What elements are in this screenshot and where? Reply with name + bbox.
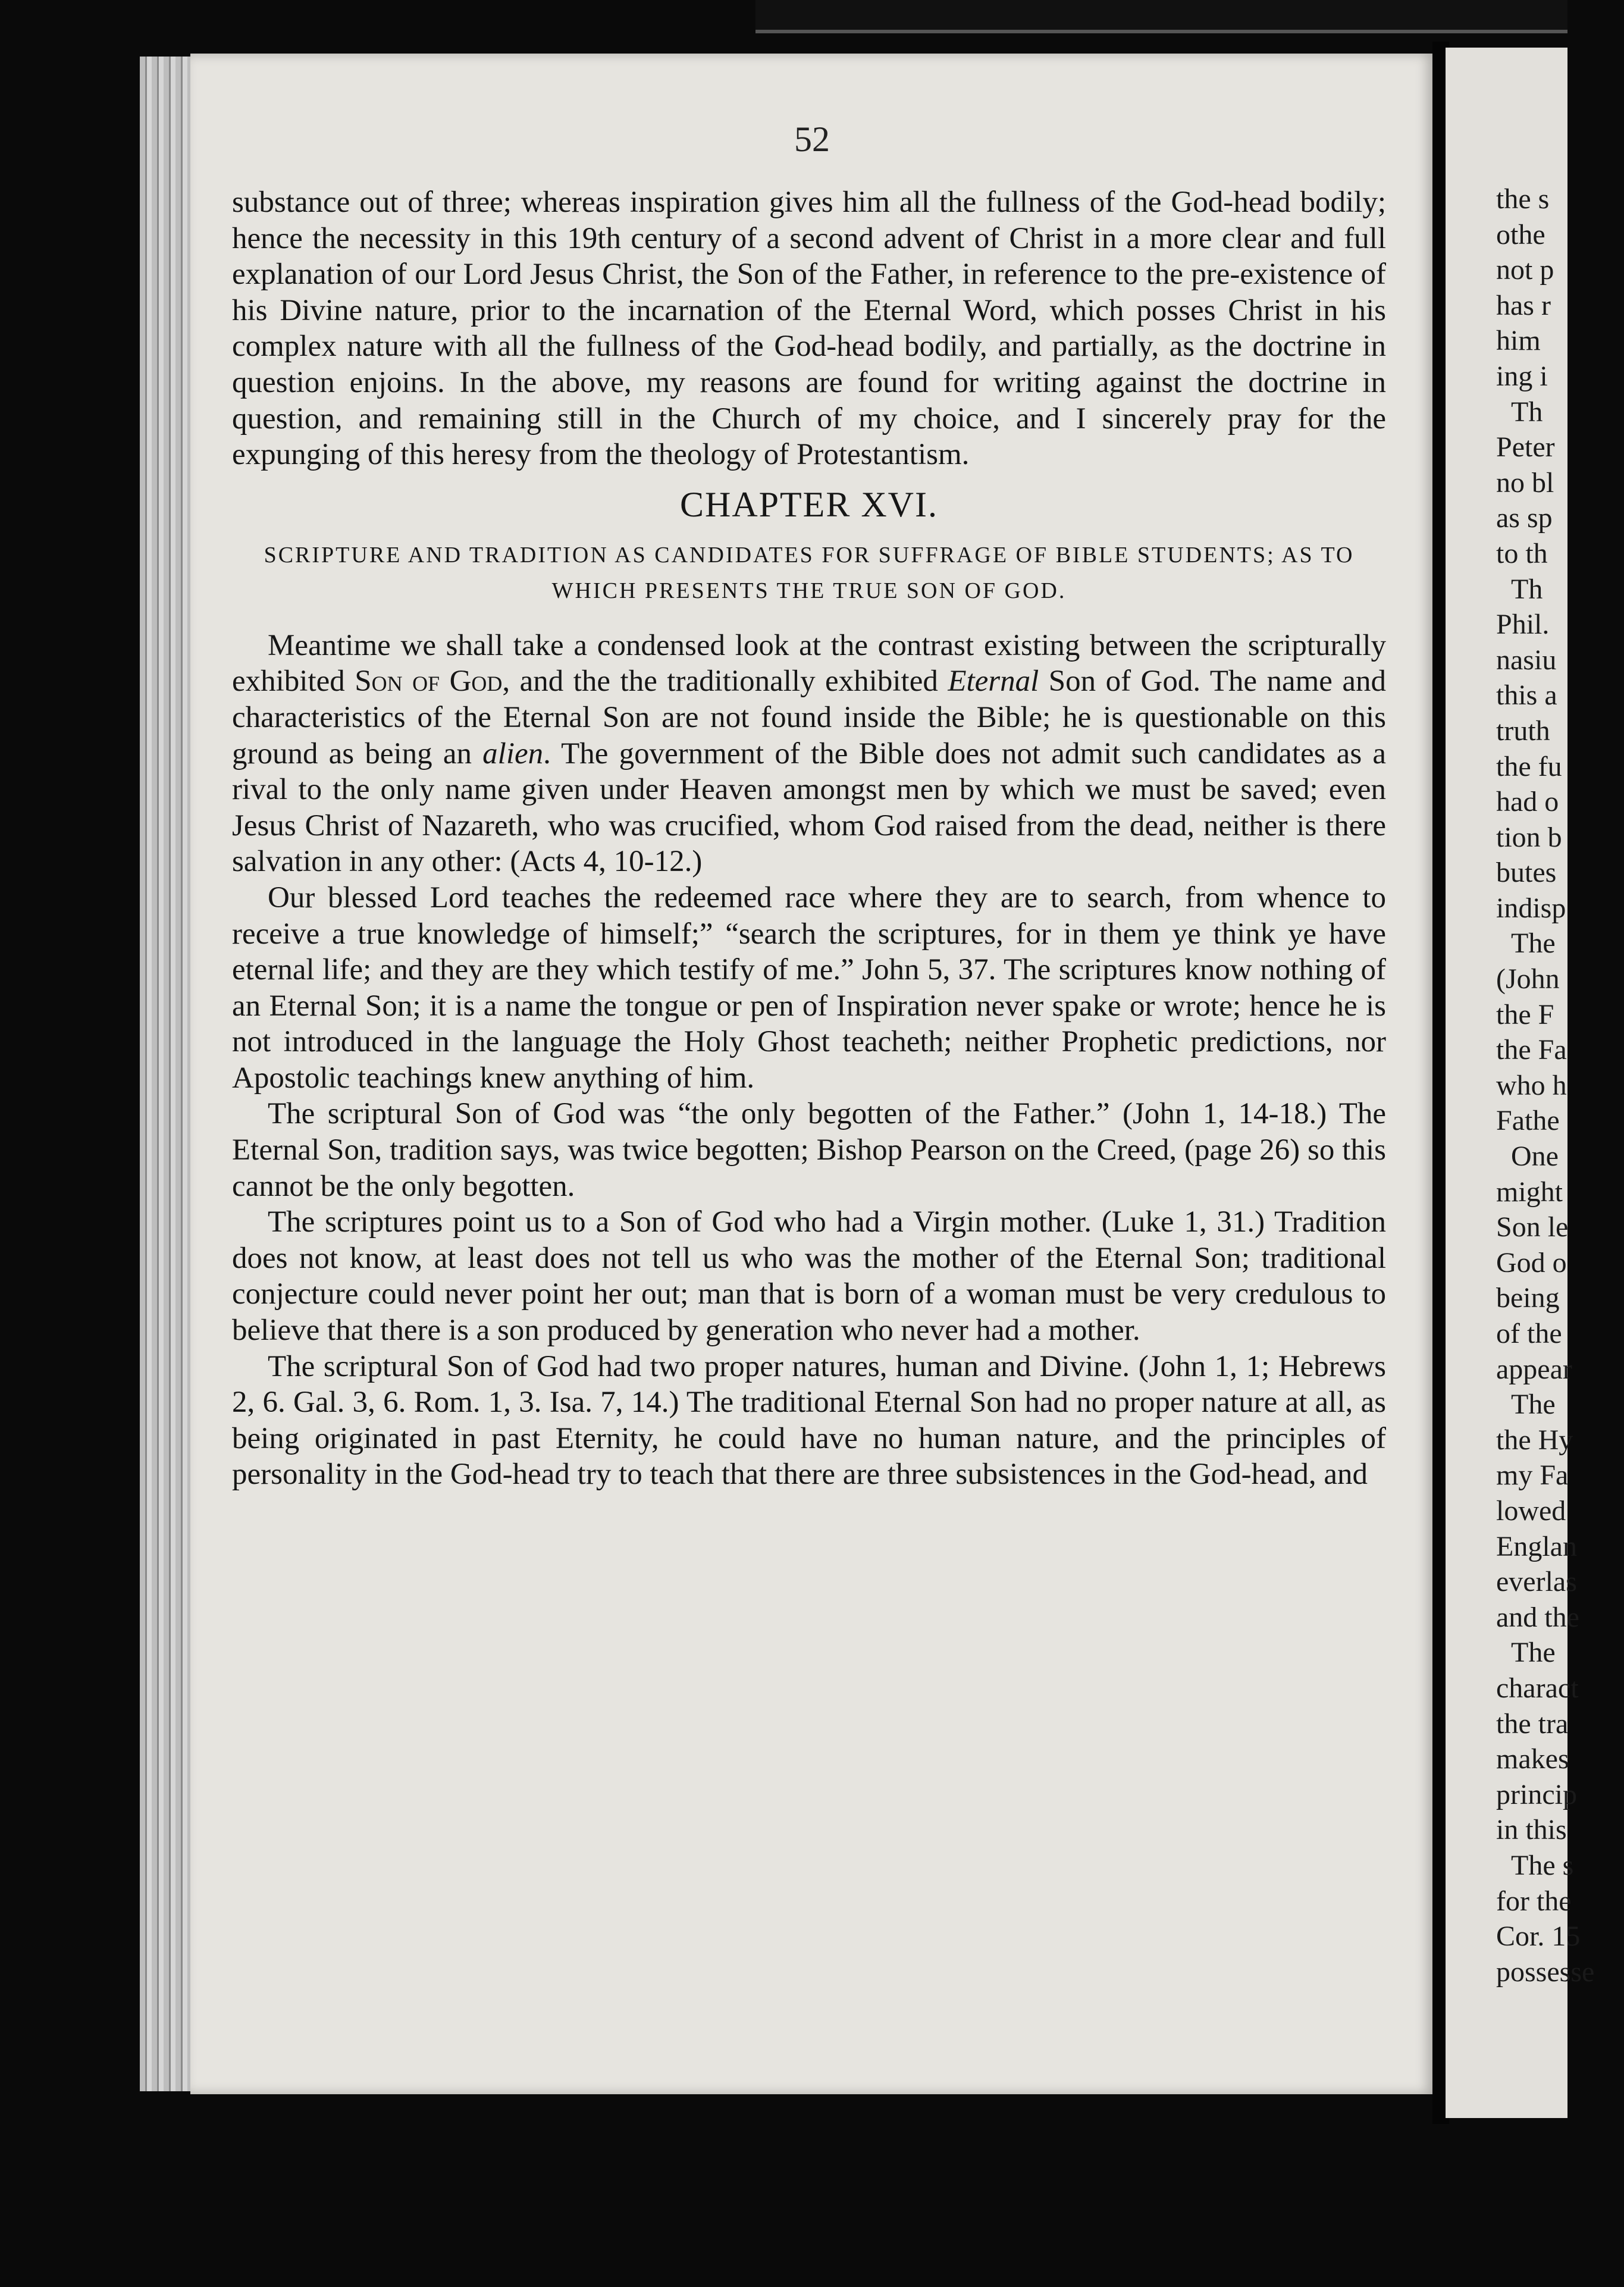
facing-line: the s xyxy=(1496,183,1550,215)
paragraph-2: Our blessed Lord teaches the redeemed race where they are to search, from whence to receive a true knowledge of himself;” “search the scriptures, for in them ye think ye have eternal life; and they are they which testify of me.” John 5, 37. The scriptures know nothing of an Eternal Son; it is a name the tongue or pen of Inspiration never spake or wrote; hence he is not introduced in the language the Holy Ghost teacheth; neither Prophetic predictions, nor Apostolic teachings knew anything of him. xyxy=(232,881,1386,1095)
facing-line: of the xyxy=(1496,1318,1562,1349)
facing-line: everlas xyxy=(1496,1566,1577,1598)
facing-line: The xyxy=(1511,928,1556,960)
paragraph-3: The scriptural Son of God was “the only begotten of the Father.” (John 1, 14-18.) The Eternal Son, tradition says, was twice begotten; Bishop Pearson on the Creed, (page 26) so this cannot be the only begotten. xyxy=(232,1097,1386,1203)
facing-line: othe xyxy=(1496,218,1545,250)
scan-border-top xyxy=(755,0,1567,33)
facing-line: nasiu xyxy=(1496,644,1557,676)
facing-line: (John xyxy=(1496,963,1560,995)
page-edges xyxy=(140,57,193,2091)
facing-line: might xyxy=(1496,1176,1563,1208)
facing-line: and the xyxy=(1496,1601,1579,1633)
facing-line: butes xyxy=(1496,857,1557,889)
facing-line: Fathe xyxy=(1496,1105,1560,1137)
text-run: , and the the traditionally exhibited xyxy=(502,665,948,698)
facing-line: Th xyxy=(1511,573,1543,605)
facing-line: Phil. xyxy=(1496,609,1550,641)
facing-line: truth xyxy=(1496,715,1550,747)
son-of-god-smallcaps: Son of God xyxy=(355,665,503,698)
facing-line: had o xyxy=(1496,786,1559,818)
text-run: Son of God. The name and characteristics of the Eternal Son are not found inside the Bible; he is questionable on this ground as being an xyxy=(232,665,1387,770)
right-page xyxy=(1446,48,1595,2118)
facing-line: princip xyxy=(1496,1778,1577,1810)
facing-line: not p xyxy=(1496,254,1554,286)
facing-line: the F xyxy=(1496,998,1554,1030)
facing-line: the Hy xyxy=(1496,1424,1573,1456)
alien-italic: alien xyxy=(482,737,544,770)
facing-line: lowed xyxy=(1496,1495,1566,1527)
facing-line: The xyxy=(1511,1637,1556,1669)
paragraph-1 xyxy=(232,628,1386,880)
chapter-subtitle: SCRIPTURE AND TRADITION AS CANDIDATES FOR SUFFRAGE OF BIBLE STUDENTS; AS TO WHICH PRESENTS THE TRUE SON OF GOD. xyxy=(264,542,1355,603)
facing-line: my Fa xyxy=(1496,1459,1569,1492)
facing-line: has r xyxy=(1496,289,1551,321)
facing-line: Peter xyxy=(1496,431,1555,463)
facing-line: in this xyxy=(1496,1814,1567,1846)
facing-line: ing i xyxy=(1496,360,1548,392)
facing-line: tion b xyxy=(1496,821,1562,853)
facing-line: Th xyxy=(1511,396,1543,428)
page-text xyxy=(232,184,1386,1493)
facing-line: Son le xyxy=(1496,1211,1569,1243)
facing-line: God o xyxy=(1496,1246,1567,1279)
facing-line: this a xyxy=(1496,679,1557,712)
chapter-title: CHAPTER XVI. xyxy=(679,484,938,524)
facing-line: makes xyxy=(1496,1743,1569,1775)
facing-line: the fu xyxy=(1496,750,1562,782)
facing-line: appear xyxy=(1496,1353,1572,1385)
facing-line: One xyxy=(1511,1141,1559,1173)
facing-line: Cor. 15 xyxy=(1496,1921,1581,1953)
facing-line: to th xyxy=(1496,537,1548,569)
facing-line: charact xyxy=(1496,1672,1579,1704)
facing-line: him xyxy=(1496,325,1541,357)
page-number: 52 xyxy=(794,120,830,159)
facing-line: who h xyxy=(1496,1069,1567,1101)
paragraph-4: The scriptures point us to a Son of God who had a Virgin mother. (Luke 1, 31.) Tradition does not know, at least does not tell us who was the mother of the Eternal Son; traditional conjecture could never point her out; man that is born of a woman must be very credulous to believe that there is a son produced by generation who never had a mother. xyxy=(232,1205,1386,1348)
facing-line: the Fa xyxy=(1496,1034,1567,1066)
facing-line: for the xyxy=(1496,1885,1572,1917)
facing-line: being xyxy=(1496,1282,1560,1314)
text-run: Meantime we shall take a condensed look at the contrast existing between the scripturally exhibited xyxy=(232,628,1386,698)
facing-line: indisp xyxy=(1496,892,1566,924)
facing-line: the tra xyxy=(1496,1708,1569,1740)
facing-page-column xyxy=(1446,181,1624,1990)
facing-line: no bl xyxy=(1496,466,1554,499)
facing-line: Englan xyxy=(1496,1530,1577,1562)
eternal-italic: Eternal xyxy=(948,665,1039,698)
facing-line: possesse xyxy=(1496,1956,1595,1988)
text-run: . The government of the Bible does not admit such candidates as a rival to the only name given under Heaven amongst men by which we must be saved; even Jesus Christ of Nazareth, who was crucified, whom God raised from the dead, neither is there salvation in any other: (Acts 4, 10-12.) xyxy=(232,737,1386,879)
facing-line: The s xyxy=(1511,1849,1574,1881)
paragraph-5: The scriptural Son of God had two proper natures, human and Divine. (John 1, 1; Hebrews 2, 6. Gal. 3, 6. Rom. 1, 3. Isa. 7, 14.) The traditional Eternal Son had no proper nature at all, as being originated in past Eternity, he could have no human nature, and the principles of personality in the God-head try to teach that there are three subsistences in the God-head, and xyxy=(232,1349,1386,1492)
facing-line: as sp xyxy=(1496,502,1553,534)
continuation-paragraph: substance out of three; whereas inspiration gives him all the fullness of the God-head bodily; hence the necessity in this 19th century of a second advent of Christ in a more clear and full explanation of our Lord Jesus Christ, the Son of the Father, in reference to the pre-existence of his Divine nature, prior to the incarnation of the Eternal Word, which posses Christ in his complex nature with all the fullness of the God-head bodily, and partially, as the doctrine in question enjoins. In the above, my reasons are found for writing against the doctrine in question, and remaining still in the Church of my choice, and I sincerely pray for the expunging of this heresy from the theology of Protestantism. xyxy=(232,186,1386,472)
facing-line: The xyxy=(1511,1389,1556,1421)
